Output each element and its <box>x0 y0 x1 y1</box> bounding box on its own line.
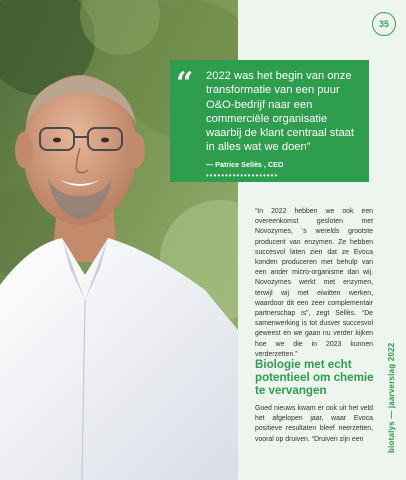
quote-author: — Patrice Sellès , CEO <box>206 159 284 169</box>
dotted-divider: ••••••••••••••••••• <box>206 170 279 180</box>
quote-text: 2022 was het begin van onze transformatie van een puur O&O-bedrijf naar een commerciële organisatie waarbij de klant centraal staat in alles wat we doen” <box>206 70 355 154</box>
section-heading: Biologie met echt potentieel om chemie te vervangen <box>255 358 374 397</box>
section-paragraph: Goed nieuws kwam er ook uit het veld het afgelopen jaar, waar Evoca positieve resultaten bleef neerzetten, vooral op druiven. “Druiven zijn een <box>255 405 373 443</box>
side-label: biotalys — jaarverslag 2022 <box>387 342 396 453</box>
quote-mark-icon: “ <box>176 66 194 101</box>
pull-quote <box>170 60 369 182</box>
page-number: 35 <box>372 12 396 36</box>
body-paragraph: “In 2022 hebben we ook een overeenkomst gesloten met Novozymes, ‘s werelds grootste producent van enzymen. Ze hebben succesvol laten zien dat ze Evoca konden produceren met behulp van een ander micro-organisme dan wij. Novozymes werkt met enzymen, terwijl wij met eiwitten werken, waardoor dit een zeer complementair partnerschap is”, zegt Sellès. “De samenwerking is tot dusver succesvol geweest en we gaan nu verder kijken hoe we die in 2023 kunnen verderzetten.” <box>255 208 373 358</box>
